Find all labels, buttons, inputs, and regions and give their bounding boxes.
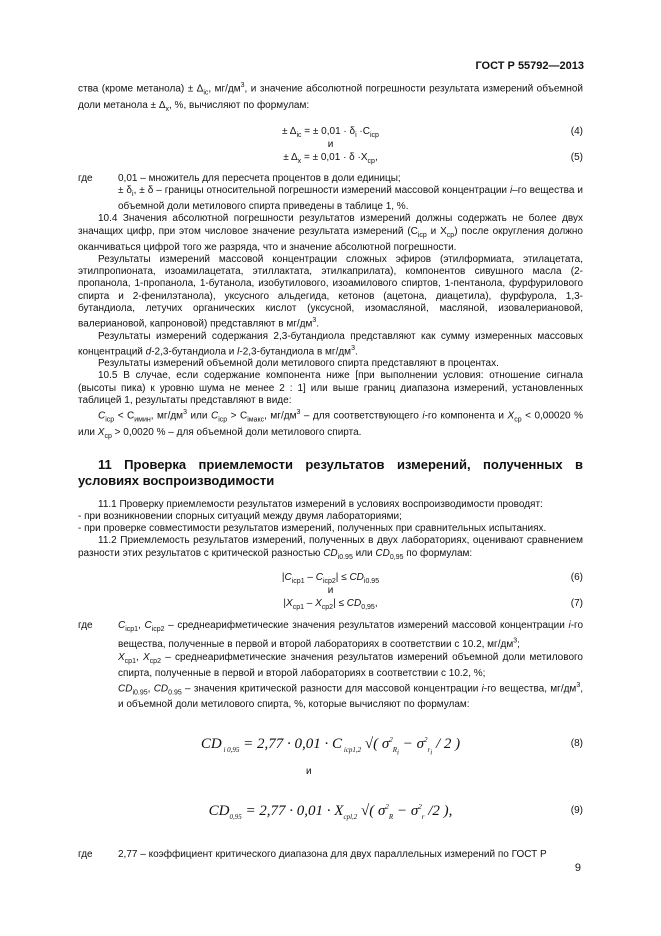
list-item: - при возникновении спорных ситуаций между двумя лабораториями; bbox=[78, 510, 402, 522]
where-text: ± $\delta_i$, ± δ – границы относительной погрешности измерений массовой концентрации i–го вещества и объемной доли метилового спирта приведены в таблице 1, %. bbox=[118, 184, 583, 213]
list-item: - при проверке совместимости результатов измерений, полученных при сравнительных испытаниях. bbox=[78, 523, 547, 535]
formula-9 bbox=[78, 793, 583, 829]
where-label: где bbox=[78, 848, 93, 860]
formula-number: (4) bbox=[570, 125, 583, 137]
formula-number: (7) bbox=[570, 597, 583, 609]
where-text: 2,77 – коэффициент критического диапазона для двух параллельных измерений по ГОСТ Р bbox=[118, 848, 547, 860]
formula-8 bbox=[78, 726, 583, 762]
where-text: $CD_{i0.95}$, $CD_{0.95}$ – значения критической разности для массовой концентрации i-го вещества, $мг/дм^3$, и объемной доли метилового спирта, %, которые вычисляют по формулам: bbox=[118, 681, 583, 711]
formula-expression: $CD_{0,95} = 2,77 \cdot 0,01 \cdot X_{cpl,2}$ √( $\sigma^2_R - \sigma^2_r$ /2 ), bbox=[208, 802, 453, 821]
formula-5 bbox=[78, 152, 583, 165]
where-clause bbox=[78, 620, 583, 652]
paragraph-11-1: 11.1 Проверку приемлемости результатов измерений в условиях воспроизводимости проводят: bbox=[98, 498, 543, 510]
where-clause bbox=[78, 849, 583, 861]
formula-6 bbox=[78, 572, 583, 585]
formula-expression: $|X_{cp1} - X_{cp2}| \le CD_{0,95}$, bbox=[283, 597, 378, 611]
formula-expression: CD $_{i 0,95}$ = 2,77 · 0,01 · C $_{icp1,2}$ √( $\sigma^2_{R_i} - \sigma^2_{r_i} / 2$ ) bbox=[200, 735, 461, 757]
where-label: где bbox=[78, 619, 93, 631]
page-number: 9 bbox=[574, 862, 581, 874]
formula-expression: ± $\Delta_{ic}$ = ± $0,01 \cdot \delta_i \cdot C_{icp}$ bbox=[282, 125, 379, 139]
conjunction: и bbox=[327, 138, 334, 150]
paragraph: $C_{icp} < C_{имин}$, $мг/дм^3$ или $C_{icp} > C_{iмакс}$, $мг/дм^3$ – для соответствующего i-го компонента и $X_{cp} < 0,00020$ % или $X_{cp} > 0,0020$ % – для объемной доли метилового спирта. bbox=[78, 409, 583, 440]
formula-expression: ± $\Delta_x$ = ± $0,01 \cdot \delta \cdot X_{cp}$, bbox=[283, 151, 378, 165]
where-clause bbox=[78, 173, 583, 185]
where-label: где bbox=[78, 172, 93, 184]
formula-4 bbox=[78, 126, 583, 139]
formula-number: (5) bbox=[570, 151, 583, 163]
formula-7 bbox=[78, 598, 583, 611]
formula-number: (9) bbox=[570, 804, 583, 816]
document-body bbox=[78, 80, 583, 861]
standard-number: ГОСТ Р 55792—2013 bbox=[475, 60, 584, 72]
paragraph: Результаты измерений объемной доли метилового спирта представляют в процентах. bbox=[98, 358, 499, 370]
conjunction: и bbox=[327, 584, 334, 596]
formula-number: (6) bbox=[570, 571, 583, 583]
paragraph-10-4: 10.4 Значения абсолютной погрешности результатов измерений должны содержать не более двух значащих цифр, при этом числовое значение результата измерений ($C_{icp}$ и $X_{cp}$) после округления должно оканчиваться цифрой того же разряда, что и значение абсолютной погрешности. bbox=[78, 213, 583, 253]
where-text: 0,01 – множитель для пересчета процентов в доли единицы; bbox=[118, 172, 401, 184]
formula-expression: $|C_{icp1} - C_{icp2}| \le CD_{i0.95}$ bbox=[281, 571, 380, 585]
conjunction: и bbox=[306, 765, 312, 777]
paragraph: Результаты измерений содержания 2,3-бутандиола представляют как сумму измеренных массовых концентраций d-2,3-бутандиола и l-2,3-бутандиола в $мг/дм^3$. bbox=[78, 330, 583, 358]
paragraph-11-2: 11.2 Приемлемость результатов измерений, полученных в двух лабораториях, оценивают сравнением разности этих результатов с критической разностью $CD_{i0.95}$ или $CD_{0,95}$ по формулам: bbox=[78, 535, 583, 561]
section-11-title: 11 Проверка приемлемости результатов измерений, полученных в условиях воспроизводимости bbox=[78, 456, 583, 488]
where-text: $X_{cp1}$, $X_{cp2}$ – среднеарифметические значения результатов измерений объемной доли метилового спирта, полученные в первой и второй лабораториях в соответствии с 10.2, %; bbox=[118, 651, 583, 679]
paragraph-10-5: 10.5 В случае, если содержание компонента ниже [при выполнении условия: отношение сигнала (высоты пика) к уровню шума не менее 2 : 1] или выше границ диапазона измерений, установленных таблицей 1, результаты представляют в виде: bbox=[78, 370, 583, 406]
paragraph: ства (кроме метанола) ± $\Delta_{ic}$, $мг/дм^3$, и значение абсолютной погрешности результата измерений объемной доли метанола ± $\Delta_x$, %, вычисляют по формулам: bbox=[78, 82, 583, 113]
formula-number: (8) bbox=[570, 737, 583, 749]
where-text: $C_{icp1}$, $C_{icp2}$ – среднеарифметические значения результатов измерений массовой концентрации i-го вещества, полученные в первой и второй лабораториях в соответствии с 10.2, $мг/дм^3$; bbox=[118, 619, 584, 651]
paragraph: Результаты измерений массовой концентрации сложных эфиров (этилформиата, этилацетата, этилпропионата, изоамилацетата, этиллактата, этилкаприлата), компонентов сивушного масла (2-пропанола, 1-пропанола, 1-бутанола, изобутилового, изоамилового спиртов, 1-пентанола, фурфурилового спирта и 2-фенилэтанола), уксусного альдегида, кетонов (ацетона, диацетила), фурфурола, 1,3-бутандиола, летучих органических кислот (уксусной, изомасляной, масляной, изовалериановой, валериановой, капроновой) представляют в $мг/дм^3$. bbox=[78, 253, 583, 330]
